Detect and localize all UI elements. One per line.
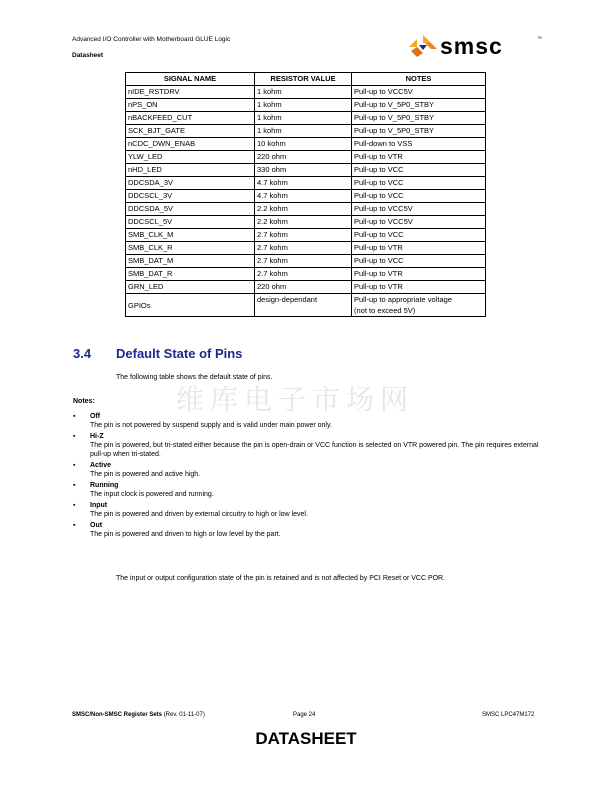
signal-name-cell: DDCSCL_5V [126,216,255,229]
note-term: Active [90,462,112,469]
table-row [126,138,486,151]
resistor-table [125,72,486,317]
table-row [126,99,486,112]
watermark: 维库电子市场网 [176,383,415,416]
resistor-value-cell: 220 ohm [255,281,352,294]
resistor-value-cell: 4.7 kohm [255,177,352,190]
note-description: The input clock is powered and running. [90,491,214,498]
bullet-icon: ▪ [73,502,76,509]
footer-revision: (Rev. 01-11-07) [163,712,205,718]
col-resistor-value: RESISTOR VALUE [255,73,352,86]
resistor-value-cell: design-dependant [255,294,352,317]
table-row [126,86,486,99]
note-description: The pin is powered and driven to high or low level by the part. [90,531,281,538]
signal-name-cell: SMB_CLK_R [126,242,255,255]
section-intro: The following table shows the default state of pins. [116,374,273,381]
table-row [126,177,486,190]
resistor-value-cell: 1 kohm [255,99,352,112]
note-term: Input [90,502,108,509]
note-description: The pin is not powered by suspend supply and is valid under main power only. [90,422,332,429]
notes-cell [352,294,486,317]
note-description: The pin is powered and active high. [90,471,201,478]
col-notes: NOTES [352,73,486,86]
signal-name-cell: GRN_LED [126,281,255,294]
resistor-value-cell: 2.7 kohm [255,229,352,242]
notes-cell: Pull-up to V_5P0_STBY [352,112,486,125]
table-row [126,268,486,281]
resistor-value-cell: 1 kohm [255,112,352,125]
notes-cell: Pull-up to VTR [352,242,486,255]
table-row [126,125,486,138]
resistor-value-cell: 2.2 kohm [255,203,352,216]
logo-wordmark: smsc [440,33,503,59]
signal-name-cell: YLW_LED [126,151,255,164]
signal-name-cell: nHD_LED [126,164,255,177]
section-title: Default State of Pins [116,346,243,361]
resistor-value-cell: 1 kohm [255,86,352,99]
list-item [73,481,543,499]
resistor-value-cell: 1 kohm [255,125,352,138]
note-term: Out [90,522,103,529]
list-item [73,521,543,539]
footer-doc-name: SMSC/Non-SMSC Register Sets [72,712,163,718]
notes-cell-line: Pull-up to appropriate voltage [354,295,452,304]
resistor-value-cell: 2.7 kohm [255,268,352,281]
note-term: Off [90,413,101,420]
table-row [126,281,486,294]
bullet-icon: ▪ [73,462,76,469]
signal-name-cell: SCK_BJT_GATE [126,125,255,138]
table-row [126,229,486,242]
section-number: 3.4 [73,346,92,361]
signal-name-cell: SMB_DAT_M [126,255,255,268]
footer-part-number: SMSC LPC47M172 [482,712,535,718]
signal-name-cell: DDCSCL_3V [126,190,255,203]
bullet-icon: ▪ [73,482,76,489]
resistor-value-cell: 330 ohm [255,164,352,177]
signal-name-cell: DDCSDA_3V [126,177,255,190]
table-row [126,203,486,216]
signal-name-cell: GPIOs [126,294,255,317]
signal-name-cell: DDCSDA_5V [126,203,255,216]
bullet-icon: ▪ [73,413,76,420]
notes-cell: Pull-up to VCC [352,164,486,177]
signal-name-cell: nPS_ON [126,99,255,112]
list-item [73,432,543,459]
document-title: Advanced I/O Controller with Motherboard GLUE Logic [72,36,231,43]
table-row [126,255,486,268]
table-row [126,216,486,229]
table-row [126,164,486,177]
smsc-logo [408,34,542,58]
notes-cell: Pull-up to VCC [352,255,486,268]
notes-list [73,412,543,541]
resistor-value-cell: 220 ohm [255,151,352,164]
notes-heading: Notes: [73,398,95,405]
list-item [73,501,543,519]
signal-name-cell: nIDE_RSTDRV [126,86,255,99]
signal-name-cell: SMB_DAT_R [126,268,255,281]
table-row [126,190,486,203]
note-description: The pin is powered and driven by external circuitry to high or low level. [90,511,308,518]
table-row [126,112,486,125]
signal-name-cell: nBACKFEED_CUT [126,112,255,125]
notes-cell: Pull-up to VCC [352,229,486,242]
note-term: Running [90,482,119,489]
notes-cell: Pull-up to VTR [352,268,486,281]
notes-cell: Pull-up to VCC5V [352,86,486,99]
resistor-value-cell: 2.7 kohm [255,255,352,268]
notes-cell: Pull-up to VCC5V [352,216,486,229]
table-row [126,242,486,255]
notes-cell: Pull-up to VCC [352,190,486,203]
notes-cell: Pull-up to V_5P0_STBY [352,125,486,138]
retained-paragraph: The input or output configuration state of the pin is retained and is not affected by PCI Reset or VCC POR. [116,575,446,582]
resistor-value-cell: 2.2 kohm [255,216,352,229]
footer-left [72,712,205,718]
footer-page-number: Page 24 [293,712,316,718]
table-row-gpios [126,294,486,317]
resistor-value-cell: 2.7 kohm [255,242,352,255]
resistor-value-cell: 10 kohm [255,138,352,151]
logo-trademark: ™ [537,36,542,42]
notes-cell-line: (not to exceed 5V) [354,306,416,315]
bullet-icon: ▪ [73,522,76,529]
signal-name-cell: nCDC_DWN_ENAB [126,138,255,151]
table-row [126,151,486,164]
footer-datasheet-label: DATASHEET [255,729,357,748]
document-subtitle: Datasheet [72,52,104,59]
notes-cell: Pull-up to VTR [352,151,486,164]
resistor-value-cell: 4.7 kohm [255,190,352,203]
list-item [73,412,543,430]
table-header-row [126,73,486,86]
col-signal-name: SIGNAL NAME [126,73,255,86]
note-term: Hi-Z [90,433,104,440]
notes-cell: Pull-up to VTR [352,281,486,294]
notes-cell: Pull-up to VCC5V [352,203,486,216]
smsc-logo-icon [408,34,438,58]
bullet-icon: ▪ [73,433,76,440]
notes-cell: Pull-down to VSS [352,138,486,151]
notes-cell: Pull-up to VCC [352,177,486,190]
notes-cell: Pull-up to V_5P0_STBY [352,99,486,112]
list-item [73,461,543,479]
signal-name-cell: SMB_CLK_M [126,229,255,242]
note-description: The pin is powered, but tri-stated either because the pin is open-drain or VCC function is selected on VTR powered pin. The pin requires external pull-up when tri-stated. [90,442,539,458]
